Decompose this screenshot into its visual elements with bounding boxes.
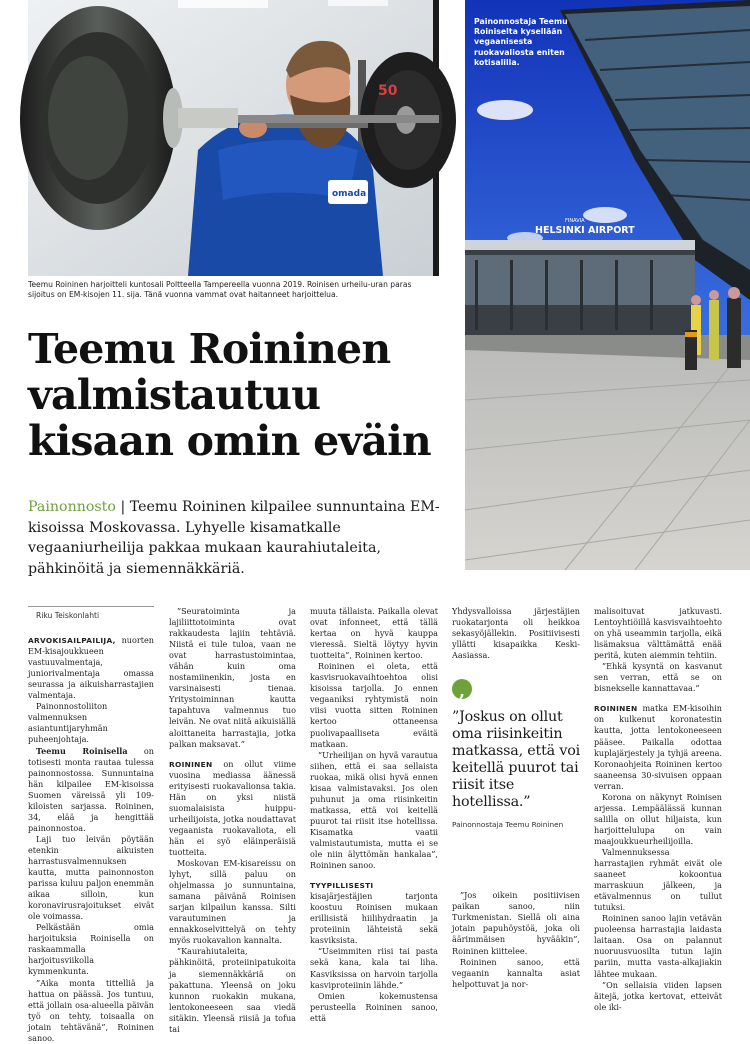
airport-sign: HELSINKI AIRPORT: [535, 225, 635, 236]
paragraph: Yhdysvalloissa järjestäjien ruokatarjonta oli heikkoa sekasyöjällekin. Positiivisesti yllätti kisapaikka Keski-Aasiassa.: [452, 606, 580, 661]
paragraph: Moskovan EM-kisareissu on lyhyt, sillä paluu on ohjelmassa jo sunnuntaina, samana päivänä Roinisen sarjan kilpailun kanssa. Silti varautuminen ja ennakkoselvittelyä on tehty myös ruokavalion kannalta.: [169, 858, 296, 946]
paragraph: malisoituvat jatkuvasti. Lentoyhtiöillä kasvisvaihtoehto on yhä useammin tarjolla, eikä lisämaksua välttämättä enää peritä, kuten aiemmin tehtiin.: [594, 606, 722, 661]
gym-photo: [28, 0, 439, 276]
paragraph-text: nuorten EM-kisajoukkueen vastuuvalmentaja, juniorivalmentaja omassa seurassa ja aikuisharrastajien valmentaja.: [28, 635, 154, 701]
paragraph: [28, 746, 154, 834]
person-name: Teemu Roinisella: [36, 745, 128, 756]
paragraph: Painonnostoliiton valmennuksen asiantuntijaryhmän puheenjohtaja.: [28, 701, 108, 745]
paragraph: Korona on näkynyt Roinisen arjessa. Lempäälässä kunnan salilla on ollut hiljaista, kun harjoittelulupa on vain maajoukkueurheilijoilla.: [594, 791, 722, 846]
paragraph: ”Aika monta tittelliä ja hattua on päässä. Jos tuntuu, että jollain osa-alueella päivän työ on tehty, toisaalla on jotain tehtävänä”, Roininen sanoo.: [28, 977, 154, 1043]
paragraph: [169, 759, 296, 858]
paragraph: [28, 635, 154, 701]
airport-photo: [465, 0, 750, 570]
paragraph: [310, 880, 438, 946]
body-column-4: [452, 606, 580, 989]
paragraph: ”On sellaisia viiden lapsen äitejä, jotka kertovat, etteivät ole iki-: [594, 979, 722, 1012]
airport-photo-illustration: [465, 0, 750, 570]
paragraph: ”Ehkä kysyntä on kasvanut sen verran, että se on bisnekselle kannattavaa.”: [594, 661, 722, 694]
lead-in: TYYPILLISESTI: [310, 881, 374, 891]
airport-sign-small: FINAVIA: [565, 218, 585, 224]
byline: Riku Teiskonlahti: [28, 606, 154, 621]
body-column-2: [169, 606, 296, 1034]
body-column-1: [28, 606, 154, 1043]
lead-in: ARVOKISAILPAILIJA,: [28, 636, 116, 646]
paragraph: ”Urheilijan on hyvä varautua siihen, että ei saa sellaista ruokaa, mikä olisi hyvä ennen kisaa valmistavaksi. Jos olen puhunut ja oma riisinkeitin matkassa, että voi keitellä puurot tai riisit itse hotellissa. Kisamatka vaatii valmistautumista, mutta ei se ole niin älyttömän hankalaa”, Roininen sanoo.: [310, 749, 438, 871]
paragraph: ”Jos oikein positiivisen paikan sanoo, niin Turkmenistan. Siellä oli aina jotain papuhöystöä, joka oli äärimmäisen hyvääkin”, Roininen kiittelee.: [452, 890, 580, 956]
lead-text: Teemu Roininen kilpailee sunnuntaina EM-kisoissa Moskovassa. Lyhyelle kisamatkalle vegaaniurheilija pakkaa mukaan kaurahiutaleita, pähkinöitä ja siemennäkkäriä.: [28, 499, 440, 577]
pull-quote: ”Joskus on ollut oma riisinkeitin matkassa, että voi keitellä puurot tai riisit itse hotellissa.”: [452, 709, 580, 811]
paragraph-text: kisajärjestäjien tarjonta koostuu Roinisen mukaan erillisistä hiilihydraatin ja proteiinin lähteistä sekä kasviksista.: [310, 891, 438, 946]
airport-photo-caption: Painonnostaja Teemu Roiniselta kysellään vegaanisesta ruokavaliosta eniten kotisalilla.: [474, 17, 568, 67]
quote-mark-icon: ,: [452, 679, 472, 699]
kicker-separator: |: [115, 499, 130, 515]
pull-quote-attribution: Painonnostaja Teemu Roininen: [452, 820, 564, 830]
paragraph: Pelkästään omia harjoituksia Roinisella on raskaammalla harjoitusviikolla kymmenkunta.: [28, 922, 154, 977]
body-column-3: [310, 606, 438, 1023]
paragraph: Omien kokemustensa perusteella Roininen sanoo, että: [310, 990, 438, 1023]
paragraph: Roininen sanoo lajin vetävän puoleensa harrastajia laidasta laitaan. Osa on palannut nuoruusvuosilta tutun lajin pariin, mutta vasta-alkajiakin lähtee mukaan.: [594, 913, 722, 979]
paragraph-text: on totisesti monta rautaa tulessa painonnostossa. Sunnuntaina hän kilpailee EM-kisoissa Suomen väreissä yli 109-kiloisten sarjassa. Roininen, 34, elää ja hengittää painonnostoa.: [28, 745, 154, 833]
body-column-5: [594, 606, 722, 1012]
paragraph: Roininen ei oleta, että kasvisruokavaihtoehtoa olisi kisoissa tarjolla. Jo ennen vegaaniksi ryhtymistä noin viisi vuotta sitten Roininen kertoo ottaneensa puolivapaalliseta eväitä matkaan.: [310, 661, 438, 749]
paragraph-text: on ollut viime vuosina mediassa äänessä erityisesti ruokavalionsa takia. Hän on yksi niistä suomalaisista huippu-urheilijoista, jotka noudattavat vegaanista ruokavaliota, eli hän ei syö eläinperäisiä tuotteita.: [169, 758, 296, 857]
paragraph: muuta tällaista. Paikalla olevat ovat infonneet, että tällä kertaa on hyvä kauppa vieressä. Sieltä löytyy hyvin tuotteita”, Roininen kertoo.: [310, 606, 438, 661]
paragraph: [594, 703, 722, 791]
gym-photo-illustration: [28, 0, 439, 276]
lead-in: ROININEN: [169, 759, 213, 769]
svg-text:50: 50: [378, 83, 398, 99]
paragraph: ”Useimmiten riisi tai pasta sekä kana, kala tai liha. Kasviksissa on harvoin tarjolla kasviproteiinin lähde.”: [310, 946, 438, 990]
paragraph: ”Seuratoiminta ja lajiliittotoiminta ovat rakkaudesta lajiin tehtäviä. Niistä ei tule tuloa, vaan ne ovat harrastustoimintaa, vähän kuin oma nostamiinenkin, josta en varsinaisesti tienaa. Yritystoiminnan kautta tapahtuva valmennus tuo leivän. Ne ovat niitä aikuisiällä aloittaneita harrastajia, jotka palkan maksavat.”: [169, 606, 296, 749]
paragraph-text: matka EM-kisoihin on kulkenut koronatestin kautta, jotta lentokoneeseen pääsee. Paikalla odottaa kuplajärjestely ja tyhjä areena. Koronaohjeita Roininen kertoo saaneensa 30-sivuisen oppaan verran.: [594, 703, 722, 791]
paragraph: Valmennuksessa harrastajien ryhmät eivät ole saaneet kokoontua marraskuun jälkeen, ja etävalmennus on tullut tutuksi.: [594, 846, 722, 913]
paragraph: ”Kaurahiutaleita, pähkinöitä, proteiinipatukoita ja siemennäkkäriä on pakattuna. Yleensä on joku kunnon ruokakin mukana, lentokoneeseen saa viedä sitäkin. Yleensä riisiä ja tofua tai: [169, 946, 296, 1034]
paragraph: Laji tuo leivän pöytään etenkin aikuisten harrastusvalmennuksen kautta, mutta painonnoston parissa kuluu paljon enemmän aikaa silloin, kun koronavirusrajoitukset eivät ole voimassa.: [28, 833, 154, 922]
paragraph: Roininen sanoo, että vegaanin kannalta asiat helpottuvat ja nor-: [452, 956, 580, 989]
article-lead: [28, 497, 448, 579]
gym-photo-caption: Teemu Roininen harjoitteli kuntosali Poltteella Tampereella vuonna 2019. Roinisen urheilu-uran paras sijoitus on EM-kisojen 11. sija. Tänä vuonna vammat ovat haitanneet harjoittelua.: [28, 280, 412, 300]
lead-in: ROININEN: [594, 704, 638, 714]
shirt-logo: omada: [332, 189, 367, 199]
article-headline: Teemu Roininen valmistautuu kisaan omin eväin: [28, 325, 431, 465]
section-kicker: Painonnosto: [28, 499, 116, 515]
